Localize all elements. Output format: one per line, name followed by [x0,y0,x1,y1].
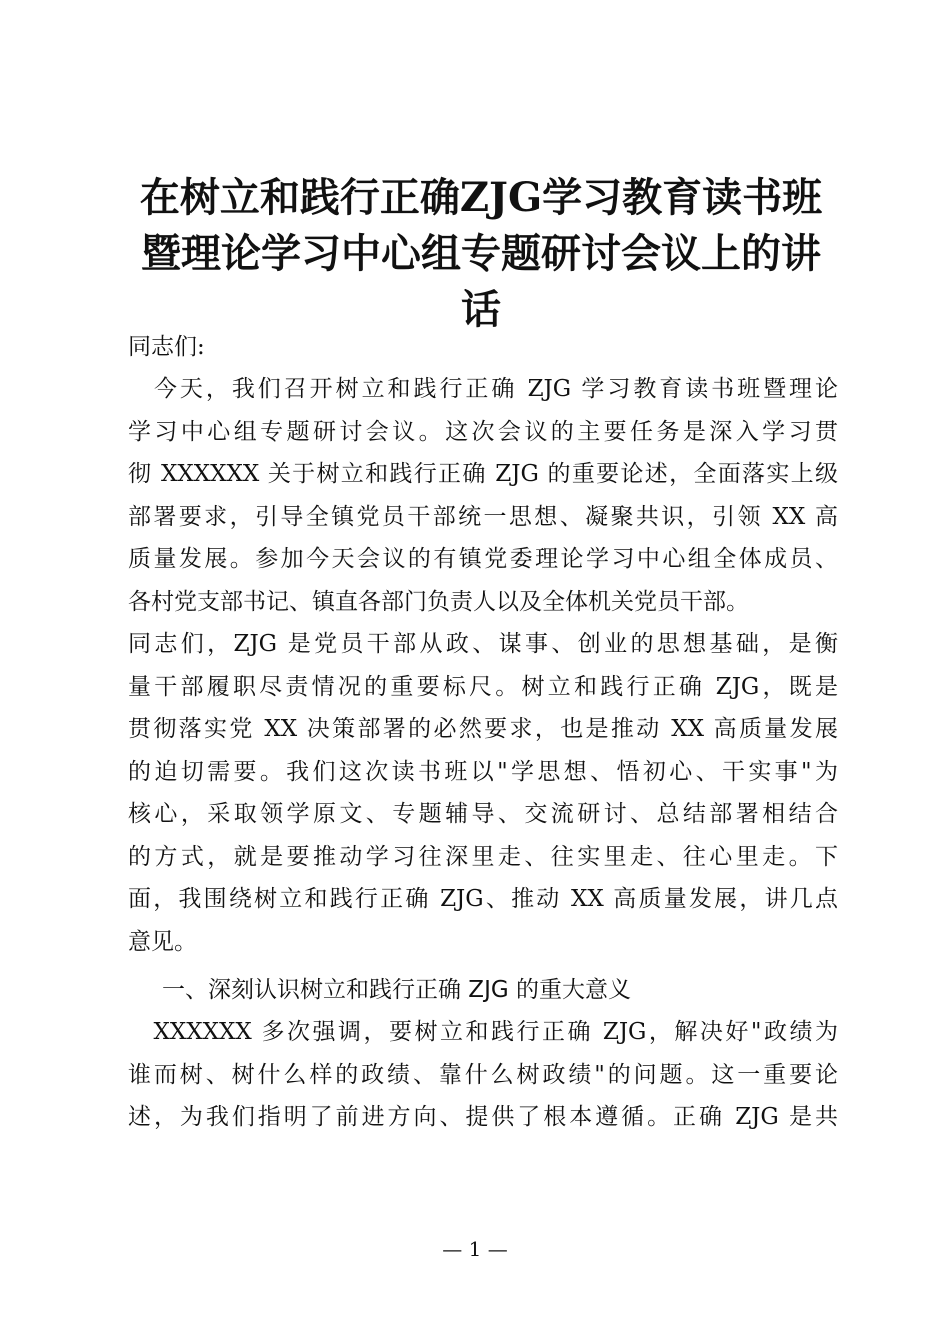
paragraph-line: 学习中心组专题研讨会议。这次会议的主要任务是深入学习贯 [128,418,838,445]
page-number: — 1 — [442,1237,508,1261]
salutation: 同志们: [128,334,205,360]
paragraph-line: 质量发展。参加今天会议的有镇党委理论学习中心组全体成员、 [128,546,838,572]
paragraph-line: 今天，我们召开树立和践行正确 ZJG 学习教育读书班暨理论 [128,376,838,402]
paragraph-line: 彻 XXXXXX 关于树立和践行正确 ZJG 的重要论述，全面落实上级 [128,461,838,487]
paragraph-section1 [128,1011,838,1139]
section-heading: 一、深刻认识树立和践行正确 ZJG 的重大意义 [162,977,631,1003]
paragraph-comrades [128,623,838,963]
paragraph-line: 各村党支部书记、镇直各部门负责人以及全体机关党员干部。 [128,588,749,615]
paragraph-line: 核心，采取领学原文、专题辅导、交流研讨、总结部署相结合 [128,801,838,827]
title-line: 话 [461,286,501,333]
paragraph-line: 同志们，ZJG 是党员干部从政、谋事、创业的思想基础，是衡 [128,631,838,657]
paragraph-line: 述，为我们指明了前进方向、提供了根本遵循。正确 ZJG 是共 [128,1104,838,1130]
document-body [128,326,838,1139]
paragraph-line: 意见。 [128,928,197,955]
paragraph-opening [128,368,838,623]
paragraph-line: 的迫切需要。我们这次读书班以"学思想、悟初心、干实事"为 [128,758,838,785]
document-title [126,170,836,338]
paragraph-line: 谁而树、树什么样的政绩、靠什么树政绩"的问题。这一重要论 [128,1061,838,1088]
paragraph-line: 部署要求，引导全镇党员干部统一思想、凝聚共识，引领 XX 高 [128,503,838,530]
paragraph-line: 量干部履职尽责情况的重要标尺。树立和践行正确 ZJG，既是 [128,673,838,700]
paragraph-line: 面，我围绕树立和践行正确 ZJG、推动 XX 高质量发展，讲几点 [128,886,838,912]
paragraph-line: XXXXXX 多次强调，要树立和践行正确 ZJG，解决好"政绩为 [128,1019,838,1045]
paragraph-line: 贯彻落实党 XX 决策部署的必然要求，也是推动 XX 高质量发展 [128,716,838,742]
title-line: 在树立和践行正确ZJG学习教育读书班 [139,174,823,221]
paragraph-line: 的方式，就是要推动学习往深里走、往实里走、往心里走。下 [128,843,838,870]
title-line: 暨理论学习中心组专题研讨会议上的讲 [141,230,821,277]
